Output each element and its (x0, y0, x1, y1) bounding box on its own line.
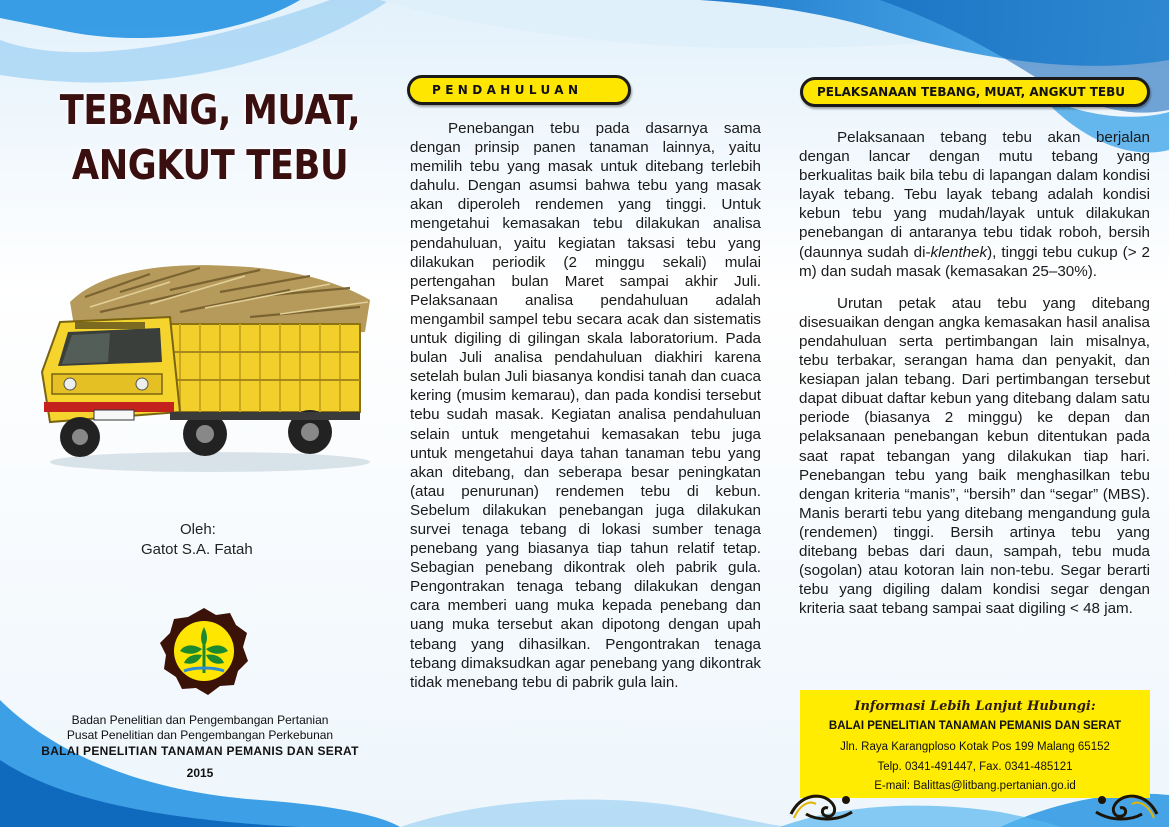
contact-organization: BALAI PENELITIAN TANAMAN PEMANIS DAN SERAT (828, 720, 1122, 732)
section-heading-text: PELAKSANAAN TEBANG, MUAT, ANGKUT TEBU (817, 85, 1125, 99)
title-line-2: ANGKUT TEBU (71, 141, 349, 189)
section-heading-text: PENDAHULUAN (432, 83, 583, 97)
contact-address: Jln. Raya Karangploso Kotak Pos 199 Malang 65152 (840, 741, 1110, 753)
author-name: Gatot S.A. Fatah (141, 541, 253, 558)
cover-panel (0, 0, 400, 827)
contact-box (800, 690, 1150, 798)
pendahuluan-paragraph: Penebangan tebu pada dasarnya sama dengan prinsip panen tanaman lainnya, yaitu memilih tebu yang masak untuk ditebang terlebih dahulu. Dengan asumsi bahwa tebu yang masak akan diperoleh rendemen yang tinggi. Untuk mengetahui kemasakan tebu dilakukan analisa pendahuluan, yaitu kegiatan taksasi tebu yang dilakukan periodik (2 minggu sekali) mulai pertengahan bulan Maret sampai akhir Juli. Pelaksanaan analisa pendahuluan adalah mengambil sampel tebu secara acak dan sistematis untuk digiling di gilingan skala laboratorium. Pada bulan Juli analisa pendahuluan diakhiri karena setelah bulan Juli biasanya kondisi tanah dan cuaca kering (musim kemarau), dan pada kondisi tersebut tebu sudah masak. Kegiatan analisa pendahuluan selain untuk mengetahui kemasakan tebu juga untuk mengetahui daya tahan tanaman tebu yang akan ditebang, dan seberapa besar peningkatan (atau penurunan) rendemen tebu di kebun. Sebelum dilakukan penebangan juga dilakukan survei tenaga tebang di lokasi sumber tenaga penebang yang biasanya tiap tahun relatif tetap. Sebagian penebang dikontrak oleh pabrik gula. Pengontrakan tenaga tebang dilakukan dengan cara memberi uang muka kepada penebang dan uang muka tersebut akan dipotong dengan upah tebang yang dihasilkan. Pengontrakan tenaga tebang dimaksudkan agar penebang yang dikontrak tidak menebang tebu di pabrik gula lain. (410, 120, 761, 691)
contact-email: E-mail: Balittas@litbang.pertanian.go.id (874, 780, 1076, 792)
pelaksanaan-paragraph-1 (799, 128, 1150, 281)
institution-line-2: Pusat Penelitian dan Pengembangan Perkebunan (66, 728, 334, 742)
ornament-right-icon (1092, 784, 1162, 824)
contact-phone: Telp. 0341-491447, Fax. 0341-485121 (877, 761, 1073, 773)
truck-illustration (30, 262, 375, 474)
publication-year: 2015 (186, 766, 214, 780)
ornament-left-icon (786, 784, 856, 824)
title-line-1: TEBANG, MUAT, (59, 86, 361, 134)
pendahuluan-body (410, 119, 761, 692)
paragraph-1-italic-term: klenthek (930, 243, 988, 261)
author-label: Oleh: (180, 521, 216, 538)
ministry-logo (158, 605, 250, 697)
pelaksanaan-paragraph-2: Urutan petak atau tebu yang ditebang disesuaikan dengan angka kemasakan hasil analisa pendahuluan serta pertimbangan lain misalnya, tebu terbakar, serangan hama dan penyakit, dan kesiapan jalan tebang. Dari pertimbangan tersebut dapat dibuat daftar kebun yang ditebang dalam satu periode (biasanya 2 minggu) ke depan dan pelaksanaan penebangan kebun ditentukan pada saat rapat tebangan yang dilakukan tiap hari. Penebangan tebu yang baik menghasilkan tebu dengan kriteria “manis”, “bersih” dan “segar” (MBS). Manis berarti tebu yang ditebang mengandung gula (rendemen) tinggi. Bersih artinya tebu yang ditebang bebas dari daun, sampah, tebu muda (sogolan) atau kotoran lain non-tebu. Segar berarti tebu yang digiling dalam kondisi segar dengan kriteria saat tebang sampai saat digiling < 48 jam. (799, 294, 1150, 618)
paragraph-1-part-1: Pelaksanaan tebang tebu akan berjalan dengan lancar dengan mutu tebang yang berkualitas baik bila tebu di lapangan dalam kondisi layak tebang. Tebu layak tebang adalah kondisi kebun tebu yang mudah/layak untuk dilakukan penebangan di antaranya tebu tidak roboh, bersih (daunnya sudah di- (799, 129, 1150, 261)
institution-line-3: BALAI PENELITIAN TANAMAN PEMANIS DAN SERAT (41, 744, 359, 758)
pelaksanaan-body (799, 128, 1150, 618)
contact-title: Informasi Lebih Lanjut Hubungi: (854, 699, 1096, 714)
section-heading-pelaksanaan (800, 77, 1150, 107)
paragraph-1-part-2: ), tinggi tebu cukup (> 2 m) dan sudah masak (kemasakan 25–30%). (799, 243, 1150, 280)
page-title (55, 83, 365, 193)
institution-line-1: Badan Penelitian dan Pengembangan Pertanian (71, 713, 329, 727)
section-heading-pendahuluan (407, 75, 631, 105)
